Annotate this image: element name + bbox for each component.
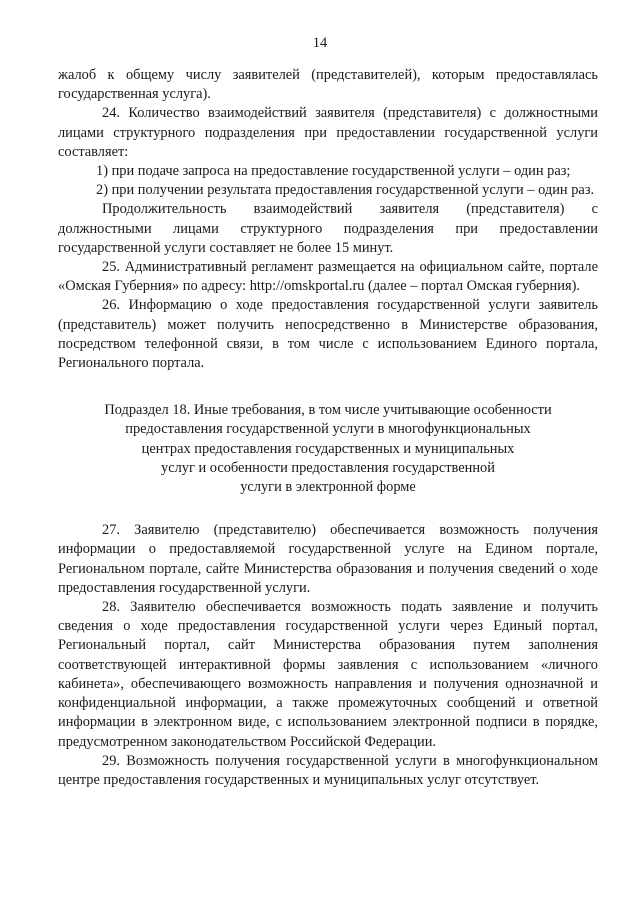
page-content xyxy=(58,66,598,790)
subsection-heading-line: Подраздел 18. Иные требования, в том числе учитывающие особенности xyxy=(104,402,552,419)
subsection-heading-line: предоставления государственной услуги в многофункциональных xyxy=(125,421,531,438)
paragraph-28: 28. Заявителю обеспечивается возможность подать заявление и получить сведения о ходе предоставления государственной услуги через Единый портал, Региональный портал, сайт Министерства образования путем заполнения соответствующей интерактивной формы заявления с использованием «личного кабинета», обеспечивающего возможность направления и получения однозначной и конфиденциальной информации, а также промежуточных сообщений и ответной информации в электронном виде, с использованием электронной подписи в порядке, предусмотренном законодательством Российской Федерации. xyxy=(58,599,598,750)
subsection-heading-line: услуг и особенности предоставления государственной xyxy=(161,459,495,476)
paragraph-continuation: жалоб к общему числу заявителей (представителей), которым предоставлялась государственная услуга). xyxy=(58,67,598,103)
paragraph-25: 25. Административный регламент размещается на официальном сайте, портале «Омская Губерния» по адресу: http://omskportal.ru (далее – портал Омская губерния). xyxy=(58,259,598,295)
paragraph-29: 29. Возможность получения государственной услуги в многофункциональном центре предоставления государственных и муниципальных услуг отсутствует. xyxy=(58,752,598,788)
paragraph-24-duration: Продолжительность взаимодействий заявителя (представителя) с должностными лицами структурного подразделения при предоставлении государственной услуги составляет не более 15 минут. xyxy=(58,201,598,256)
paragraph-24-item-2: 2) при получении результата предоставления государственной услуги – один раз. xyxy=(96,182,595,199)
paragraph-24-item-1: 1) при подаче запроса на предоставление государственной услуги – один раз; xyxy=(96,163,571,180)
page-number: 14 xyxy=(312,35,328,51)
subsection-heading-line: услуги в электронной форме xyxy=(240,479,416,496)
subsection-heading xyxy=(58,401,598,497)
paragraph-27: 27. Заявителю (представителю) обеспечивается возможность получения информации о предоставляемой государственной услуге на Едином портале, Региональном портале, сайте Министерства образования и получения сведений о ходе предоставления государственной услуги. xyxy=(58,522,598,596)
paragraph-24: 24. Количество взаимодействий заявителя (представителя) с должностными лицами структурного подразделения при предоставлении государственной услуги составляет: xyxy=(58,105,598,160)
subsection-heading-line: центрах предоставления государственных и муниципальных xyxy=(141,440,515,457)
paragraph-26: 26. Информацию о ходе предоставления государственной услуги заявитель (представитель) может получить непосредственно в Министерстве образования, посредством телефонной связи, в том числе с использованием Единого портала, Регионального портала. xyxy=(58,297,598,372)
